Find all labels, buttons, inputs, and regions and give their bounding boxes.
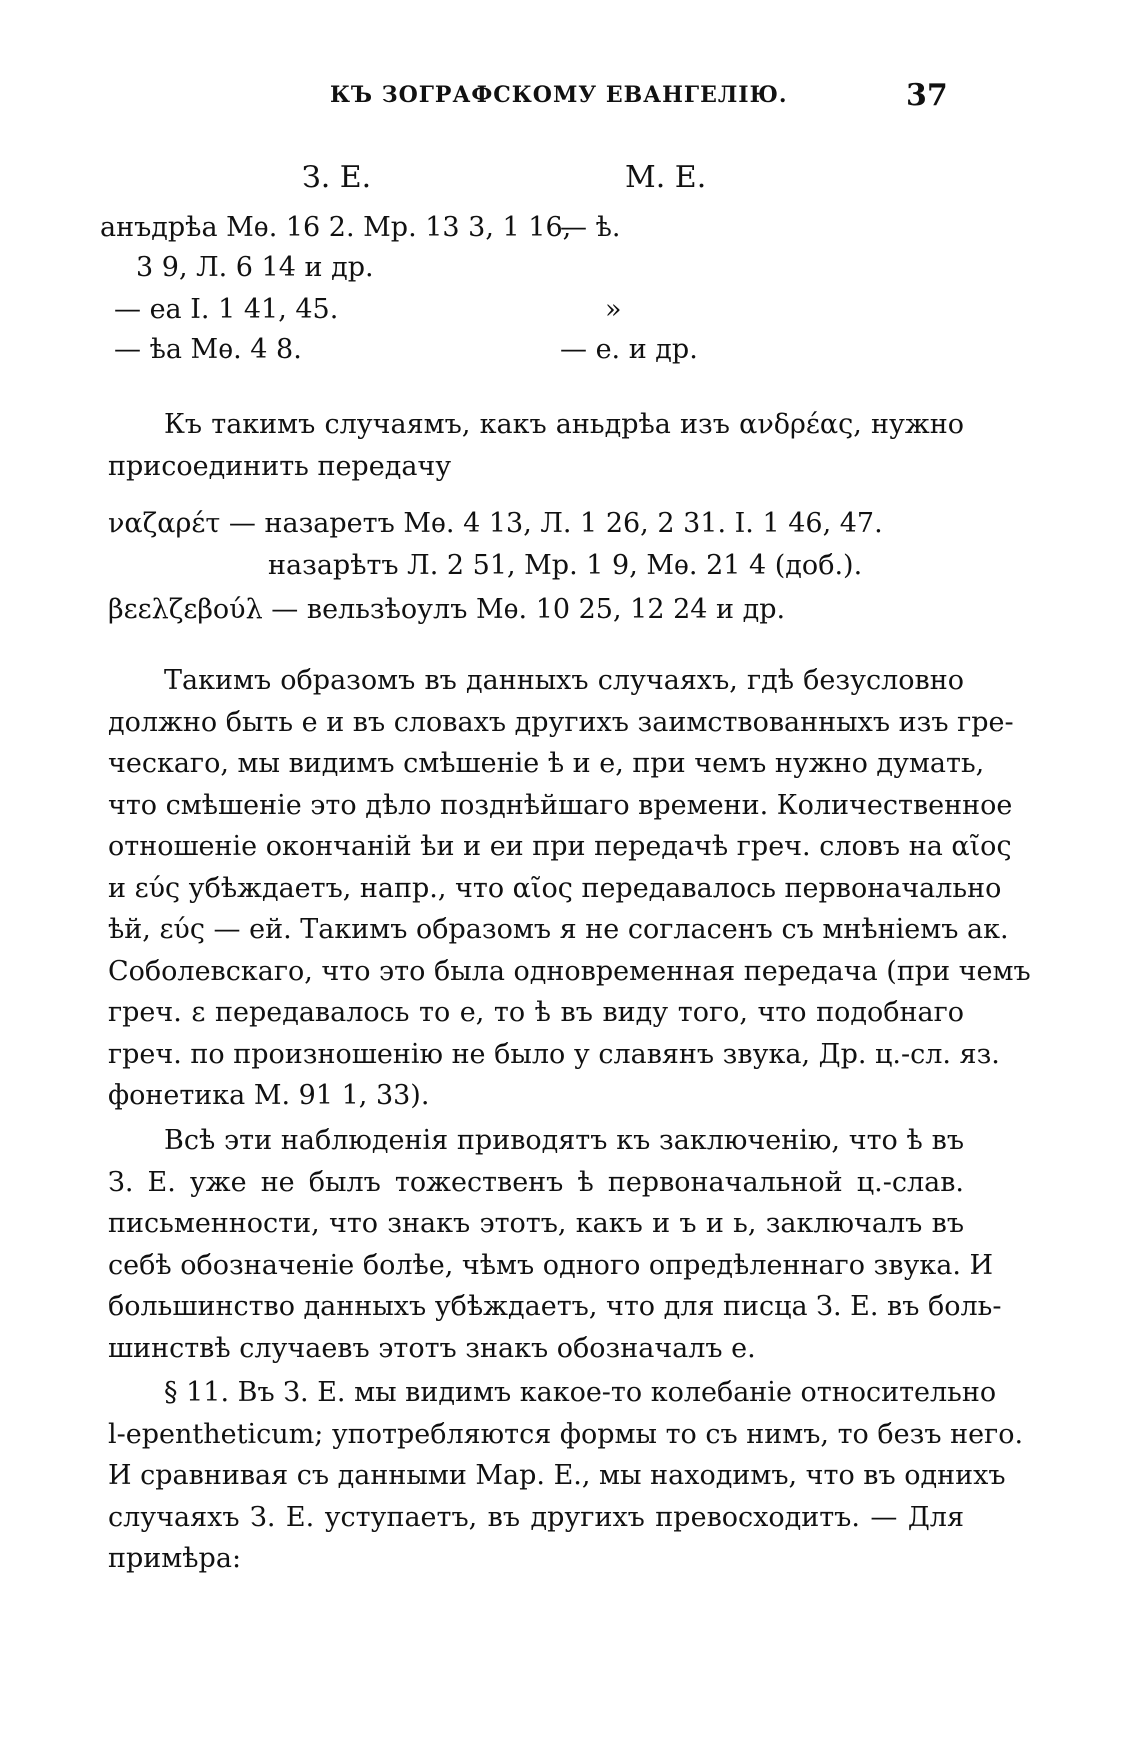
paragraph-1 [108,660,1031,1117]
table-row-ze: анъдрѣа Мѳ. 16 2. Мр. 13 3, 1 16, [100,212,572,243]
text-line: присоединить передачу [108,450,452,482]
table-row-ze: — ѣа Мѳ. 4 8. [114,334,302,365]
text-line: греч. по произношенію не было у славянъ звука, Др. ц.-сл. яз. [108,1038,1000,1070]
example-line: назарѣтъ Л. 2 51, Мр. 1 9, Мѳ. 21 4 (доб.). [268,550,863,581]
paragraph-2 [108,1120,1002,1369]
text-line: письменности, что знакъ этотъ, какъ и ъ и ь, заключалъ въ [108,1208,964,1239]
intro-paragraph [108,404,964,487]
text-line: отношеніе окончаній ѣи и еи при передачѣ греч. словъ на αῖος [108,831,1012,862]
column-header-ze: З. Е. [302,160,372,195]
text-line: фонетика М. 91 1, 33). [108,1080,430,1111]
text-line: должно быть е и въ словахъ другихъ заимствованныхъ изъ гре- [108,706,1014,738]
running-title: КЪ ЗОГРАФСКОМУ ЕВАНГЕЛІЮ. [330,82,788,108]
column-header-me: М. Е. [625,160,707,195]
text-line: Къ такимъ случаямъ, какъ аньдрѣа изъ ανδρέας, нужно [164,409,964,440]
text-line: шинствѣ случаевъ этотъ знакъ обозначалъ е. [108,1332,756,1364]
text-line: l-epentheticum; употребляются формы то съ нимъ, то безъ него. [108,1418,1024,1450]
table-row-ze: — еа І. 1 41, 45. [114,294,339,325]
text-line: что смѣшеніе это дѣло позднѣйшаго времени. Количественное [108,789,1013,821]
text-line: ческаго, мы видимъ смѣшеніе ѣ и е, при чемъ нужно думать, [108,748,985,779]
text-line: Соболевскаго, что это была одновременная передача (при чемъ [108,955,1031,987]
page-number: 37 [906,78,948,113]
text-line: греч. ε передавалось то е, то ѣ въ виду того, что подобнаго [108,997,964,1028]
text-line: примѣра: [108,1543,242,1574]
text-line: Всѣ эти наблюденія приводятъ къ заключенію, что ѣ въ [164,1125,964,1156]
text-line: З. Е. уже не былъ тожественъ ѣ первоначальной ц.-слав. [108,1166,964,1198]
text-line: Такимъ образомъ въ данныхъ случаяхъ, гдѣ безусловно [164,665,964,696]
table-row-me: » [605,294,622,325]
text-line: себѣ обозначеніе болѣе, чѣмъ одного опредѣленнаго звука. И [108,1249,994,1281]
example-line: ναζαρέτ — назаретъ Мѳ. 4 13, Л. 1 26, 2 31. І. 1 46, 47. [108,508,883,539]
text-line: ѣй, εύς — ей. Такимъ образомъ я не согласенъ съ мнѣніемъ ак. [108,914,1009,945]
text-line: большинство данныхъ убѣждаетъ, что для писца З. Е. въ боль- [108,1291,1002,1322]
table-row-me: — е. и др. [560,334,698,365]
text-line: случаяхъ З. Е. уступаетъ, въ другихъ превосходитъ. — Для [108,1501,964,1533]
example-line: βεελζεβούλ — вельзѣоулъ Мѳ. 10 25, 12 24 и др. [108,594,786,625]
text-line: и εύς убѣждаетъ, напр., что αῖος передавалось первоначально [108,872,1002,904]
table-row-ze: 3 9, Л. 6 14 и др. [136,252,374,283]
text-line: И сравнивая съ данными Мар. Е., мы находимъ, что въ однихъ [108,1460,1006,1491]
paragraph-3-section-11 [108,1372,1024,1580]
table-row-me: — ѣ. [560,212,621,243]
text-line: § 11. Въ З. Е. мы видимъ какое-то колебаніе относительно [164,1377,997,1408]
